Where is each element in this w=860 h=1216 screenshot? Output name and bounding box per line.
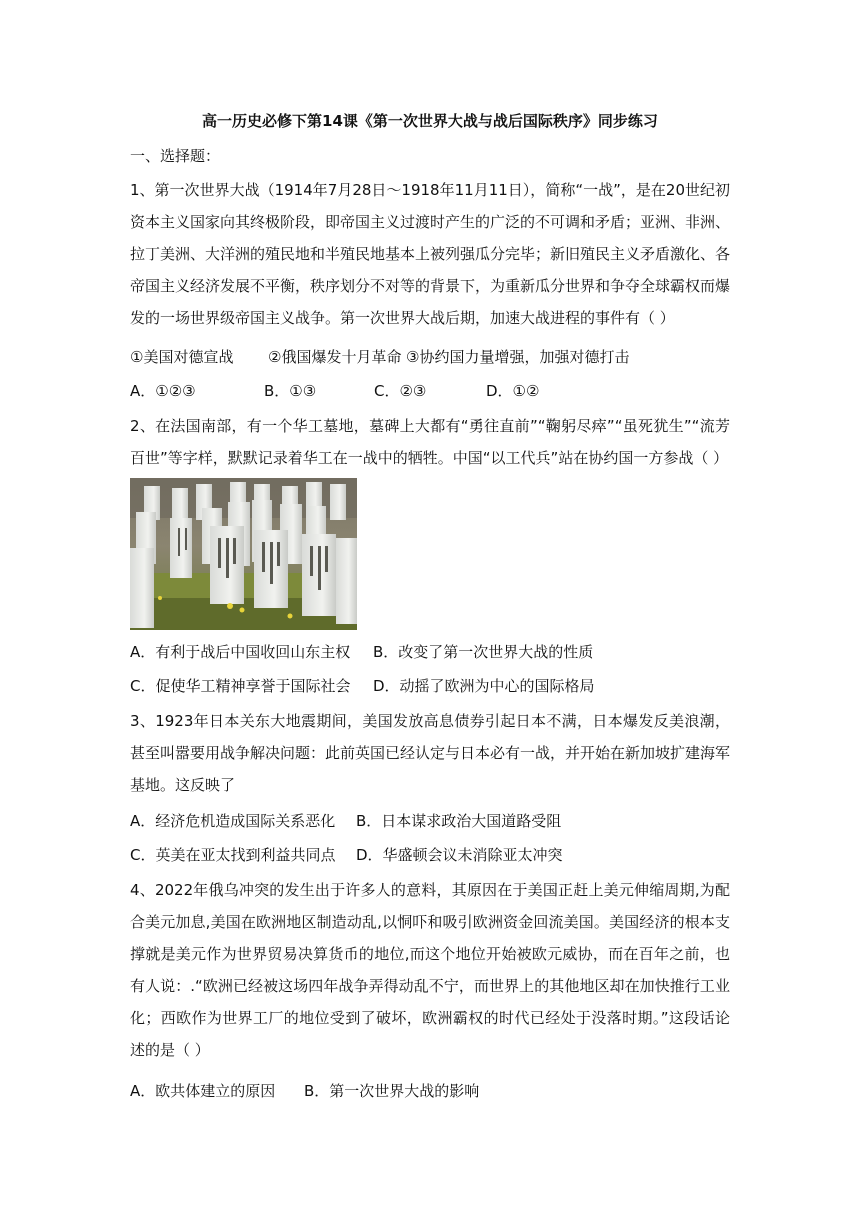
q3-option-a: A．经济危机造成国际关系恶化 — [130, 812, 336, 830]
question-1-items — [130, 347, 629, 367]
q1-option-d: D．①② — [486, 382, 540, 400]
question-2-options-row-2 — [130, 676, 595, 696]
question-3-options-row-1 — [130, 811, 561, 831]
q2-option-a: A．有利于战后中国收回山东主权 — [130, 643, 351, 661]
question-1-stem: 1、第一次世界大战（1914年7月28日～1918年11月11日），简称“一战”，是在20世纪初资本主义国家向其终极阶段，即帝国主义过渡时产生的广泛的不可调和矛盾；亚洲、非洲、拉丁美洲、大洋洲的殖民地和半殖民地基本上被列强瓜分完毕；新旧殖民主义矛盾激化、各帝国主义经济发展不平衡，秩序划分不对等的背景下，为重新瓜分世界和争夺全球霸权而爆发的一场世界级帝国主义战争。第一次世界大战后期，加速大战进程的事件有（ ） — [130, 181, 731, 327]
q2-option-d: D．动摇了欧洲为中心的国际格局 — [373, 677, 595, 695]
q4-option-b: B．第一次世界大战的影响 — [304, 1082, 480, 1100]
q1-option-b: B．①③ — [264, 382, 317, 400]
q3-option-b: B．日本谋求政治大国道路受阻 — [356, 812, 562, 830]
q1-option-a: A．①②③ — [130, 382, 196, 400]
question-4-stem: 4、2022年俄乌冲突的发生出于许多人的意料，其原因在于美国正赶上美元伸缩周期,为配合美元加息,美国在欧洲地区制造动乱,以恫吓和吸引欧洲资金回流美国。美国经济的根本支撑就是美元作为世界贸易决算货币的地位,而这个地位开始被欧元威协，而在百年之前，也有人说：.“欧洲已经被这场四年战争弄得动乱不宁，而世界上的其他地区却在加快推行工业化；西欧作为世界工厂的地位受到了破坏，欧洲霸权的时代已经处于没落时期。”这段话论述的是（ ） — [130, 881, 730, 1059]
cemetery-photo — [130, 478, 357, 630]
question-3-options-row-2 — [130, 845, 563, 865]
q1-item-3: ③协约国力量增强，加强对德打击 — [406, 348, 630, 366]
question-2-options-row-1 — [130, 642, 593, 662]
section-heading: 一、选择题： — [130, 147, 221, 165]
question-4-options-row-1 — [130, 1081, 479, 1101]
question-1-options — [130, 381, 539, 401]
q1-option-c: C．②③ — [374, 382, 427, 400]
document-title: 高一历史必修下第14课《第一次世界大战与战后国际秩序》同步练习 — [202, 112, 658, 130]
q1-item-1: ①美国对德宣战 — [130, 348, 234, 366]
question-2-stem: 2、在法国南部，有一个华工墓地，墓碑上大都有“勇往直前”“鞠躬尽瘁”“虽死犹生”“流芳百世”等字样，默默记录着华工在一战中的牺牲。中国“以工代兵”站在协约国一方参战（ ） — [130, 417, 730, 467]
q2-option-b: B．改变了第一次世界大战的性质 — [373, 643, 594, 661]
question-3-stem: 3、1923年日本关东大地震期间，美国发放高息债券引起日本不满，日本爆发反美浪潮，甚至叫嚣要用战争解决问题：此前英国已经认定与日本必有一战，并开始在新加坡扩建海军基地。这反映了 — [130, 712, 731, 794]
q1-item-2: ②俄国爆发十月革命 — [268, 348, 402, 366]
q2-option-c: C．促使华工精神享誉于国际社会 — [130, 677, 351, 695]
q4-option-a: A．欧共体建立的原因 — [130, 1082, 276, 1100]
q3-option-c: C．英美在亚太找到利益共同点 — [130, 846, 336, 864]
q3-option-d: D．华盛顿会议未消除亚太冲突 — [356, 846, 563, 864]
